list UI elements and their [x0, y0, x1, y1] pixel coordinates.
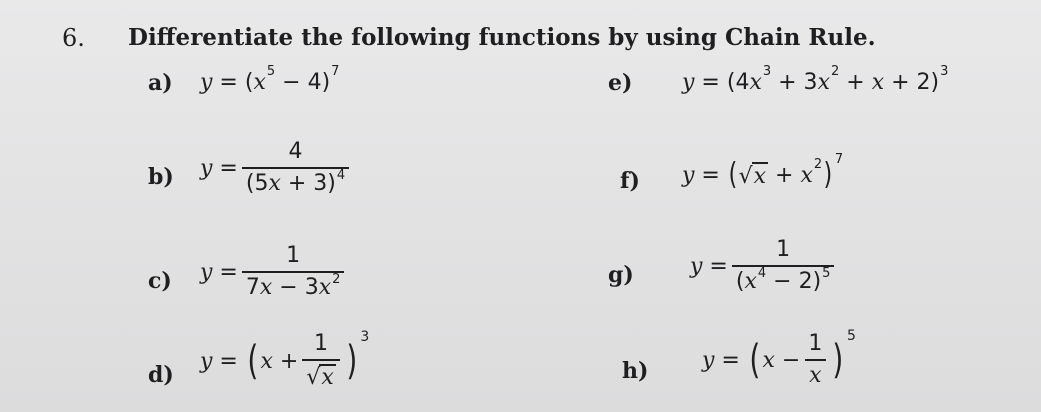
item-h-label: h) [622, 358, 649, 384]
item-g-expression: y = $\frac{1}{(x^4 - 2)^5}$ [690, 238, 838, 294]
item-e-label: e) [608, 70, 633, 96]
item-f-expression: y = ( √ x + x 2 ) 7 [682, 151, 844, 192]
item-c-expression: y = $\frac{1}{7x - 3x^2}$ [200, 244, 348, 300]
question-title: Differentiate the following functions by using Chain Rule. [128, 24, 876, 51]
item-f-label: f) [620, 168, 640, 194]
item-c-label: c) [148, 268, 172, 294]
item-g-label: g) [608, 262, 634, 288]
item-h-expression: y = ( x − $\frac{1}{x}$ ) 5 [702, 328, 856, 389]
item-a-expression: y = ( x 5 − 4) 7 [200, 64, 340, 95]
item-a-label: a) [148, 70, 173, 96]
item-d-label: d) [148, 362, 174, 388]
item-b-label: b) [148, 164, 174, 190]
item-b-expression: y = $\frac{4}{(5x + 3)^4}$ [200, 140, 353, 196]
item-e-expression: y = (4 x 3 + 3 x 2 + x + 2) 3 [682, 64, 949, 95]
item-d-expression: y = ( x + 1 √ x ) 3 [200, 329, 370, 391]
question-number: 6. [62, 24, 85, 52]
